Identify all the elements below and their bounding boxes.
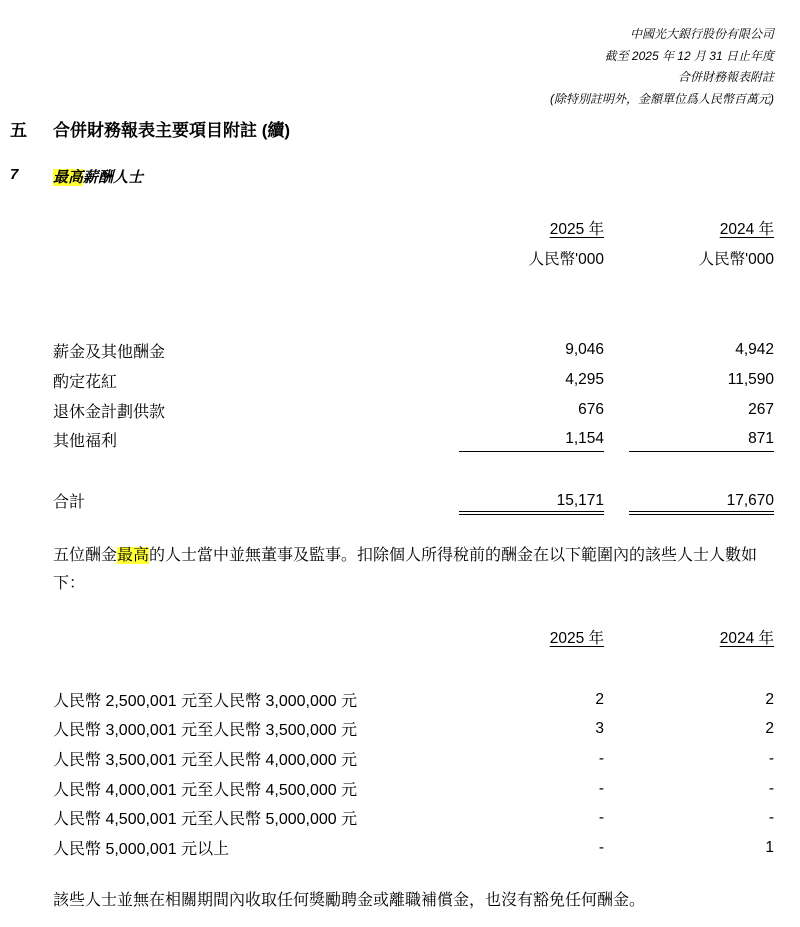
document-name: 合併財務報表附註 xyxy=(677,70,774,84)
range-label: 人民幣 5,000,001 元以上 xyxy=(53,841,230,858)
range-label: 人民幣 4,000,001 元至人民幣 4,500,000 元 xyxy=(53,782,358,799)
table1-unit-2025: 人民幣'000 xyxy=(528,251,604,268)
table2-year-2024: 2024 年 xyxy=(719,630,774,647)
count-2025: 2 xyxy=(595,691,604,708)
value-2025: 4,295 xyxy=(565,371,604,388)
table1-unit-2024: 人民幣'000 xyxy=(698,251,774,268)
total-double-rule xyxy=(629,514,774,515)
value-2024: 871 xyxy=(748,430,774,447)
value-2024: 11,590 xyxy=(727,371,774,388)
total-2024: 17,670 xyxy=(726,492,774,509)
value-2024: 267 xyxy=(748,401,774,418)
row-label: 退休金計劃供款 xyxy=(53,404,166,421)
subtotal-rule xyxy=(629,451,774,452)
count-2025: - xyxy=(598,780,604,797)
total-double-rule xyxy=(629,511,774,512)
value-2025: 1,154 xyxy=(565,430,604,447)
page-header xyxy=(550,24,774,110)
count-2024: 2 xyxy=(765,691,774,708)
reporting-period: 截至 2025 年 12 月 31 日止年度 xyxy=(604,48,774,63)
subsection-number: 7 xyxy=(10,166,19,183)
count-2025: - xyxy=(598,750,604,767)
paragraph-text: 的人士當中並無董事及監事。扣除個人所得稅前的酬金在以下範圍內的該些人士人數如下： xyxy=(53,547,758,592)
unit-note: (除特別註明外，金額單位爲人民幣百萬元) xyxy=(550,91,774,106)
total-label: 合計 xyxy=(53,494,86,511)
total-double-rule xyxy=(459,511,604,512)
value-2024: 4,942 xyxy=(735,341,774,358)
subsection-title-rest: 薪酬人士 xyxy=(83,169,144,186)
row-label: 其他福利 xyxy=(53,433,118,450)
range-label: 人民幣 3,500,001 元至人民幣 4,000,000 元 xyxy=(53,752,358,769)
paragraph-text: 五位酬金 xyxy=(53,547,118,564)
total-double-rule xyxy=(459,514,604,515)
section-title: 合併財務報表主要項目附註 (續) xyxy=(53,121,291,140)
table2-year-2025: 2025 年 xyxy=(549,630,604,647)
table1-year-2025: 2025 年 xyxy=(549,221,604,238)
count-2025: - xyxy=(598,809,604,826)
count-2025: - xyxy=(598,839,604,856)
count-2024: 2 xyxy=(765,720,774,737)
search-highlight: 最高 xyxy=(53,169,84,186)
count-2024: - xyxy=(768,750,774,767)
count-2024: 1 xyxy=(765,839,774,856)
section-number: 五 xyxy=(10,121,27,140)
paragraph-no-inducement: 該些人士並無在相關期間內收取任何獎勵聘金或離職補償金，也沒有豁免任何酬金。 xyxy=(53,892,646,909)
count-2024: - xyxy=(768,780,774,797)
subsection-title xyxy=(53,166,143,187)
search-highlight: 最高 xyxy=(117,547,150,564)
total-2025: 15,171 xyxy=(556,492,604,509)
table1-year-2024: 2024 年 xyxy=(719,221,774,238)
value-2025: 676 xyxy=(578,401,604,418)
paragraph-highest-paid xyxy=(53,542,778,598)
range-label: 人民幣 4,500,001 元至人民幣 5,000,000 元 xyxy=(53,811,358,828)
value-2025: 9,046 xyxy=(565,341,604,358)
company-name: 中國光大銀行股份有限公司 xyxy=(629,27,774,41)
count-2024: - xyxy=(768,809,774,826)
range-label: 人民幣 2,500,001 元至人民幣 3,000,000 元 xyxy=(53,693,358,710)
row-label: 酌定花紅 xyxy=(53,374,118,391)
row-label: 薪金及其他酬金 xyxy=(53,344,166,361)
count-2025: 3 xyxy=(595,720,604,737)
subtotal-rule xyxy=(459,451,604,452)
range-label: 人民幣 3,000,001 元至人民幣 3,500,000 元 xyxy=(53,722,358,739)
